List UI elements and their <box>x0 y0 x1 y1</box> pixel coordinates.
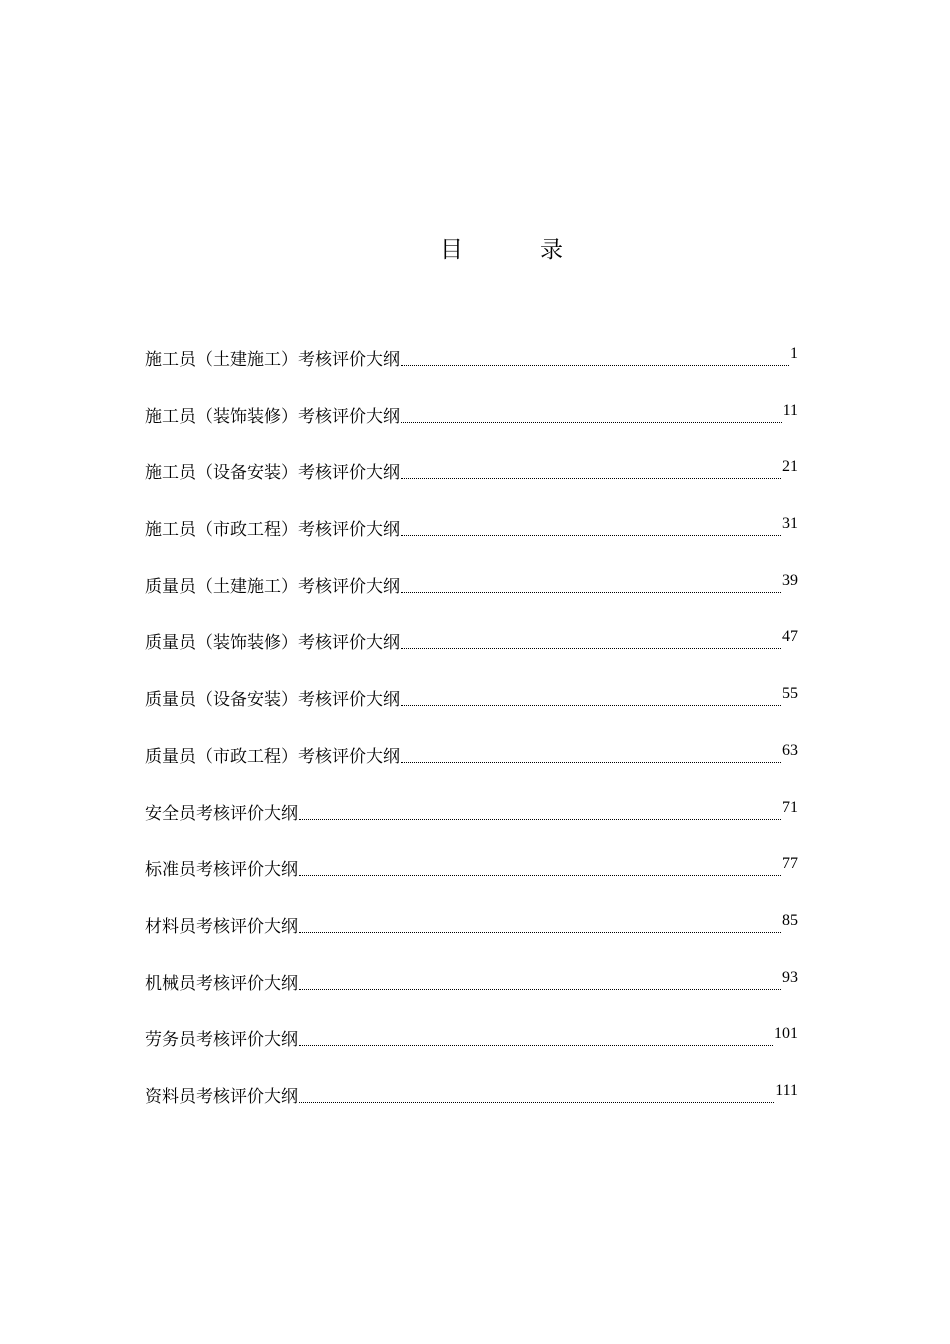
toc-page-number: 55 <box>782 685 798 703</box>
toc-entry-title: 施工员（装饰装修）考核评价大纲 <box>145 406 400 427</box>
toc-entry[interactable] <box>145 1012 798 1052</box>
toc-page-number: 93 <box>782 968 798 986</box>
toc-entry[interactable] <box>145 559 798 599</box>
toc-dot-leader <box>401 454 781 479</box>
toc-page-number: 111 <box>775 1081 798 1099</box>
toc-page-number: 1 <box>790 345 798 362</box>
toc-entry[interactable] <box>145 786 798 826</box>
toc-entry[interactable] <box>145 445 798 485</box>
toc-page-number: 31 <box>782 515 798 533</box>
toc-entry[interactable] <box>145 502 798 542</box>
toc-dot-leader <box>299 795 781 820</box>
toc-entry[interactable] <box>145 842 798 882</box>
toc-entry-title: 质量员（装饰装修）考核评价大纲 <box>145 633 400 654</box>
toc-page-number: 11 <box>782 401 798 419</box>
toc-page-number: 21 <box>782 458 798 476</box>
toc-entry[interactable] <box>145 389 798 429</box>
toc-page-number: 63 <box>782 741 798 759</box>
toc-entry-title: 质量员（设备安装）考核评价大纲 <box>145 690 400 711</box>
toc-dot-leader <box>299 1021 773 1046</box>
toc-dot-leader <box>299 908 781 933</box>
toc-title <box>440 232 590 268</box>
toc-page-number: 77 <box>782 855 798 873</box>
toc-entry[interactable] <box>145 956 798 996</box>
toc-list <box>145 332 798 1126</box>
toc-dot-leader <box>299 1078 774 1103</box>
toc-entry[interactable] <box>145 1069 798 1109</box>
toc-title-char-2: 录 <box>540 237 563 263</box>
toc-page-number: 71 <box>782 798 798 816</box>
toc-dot-leader <box>299 851 781 876</box>
toc-entry-title: 施工员（市政工程）考核评价大纲 <box>145 520 400 541</box>
toc-entry[interactable] <box>145 899 798 939</box>
toc-entry[interactable] <box>145 729 798 769</box>
toc-dot-leader <box>401 738 781 763</box>
toc-dot-leader <box>401 681 781 706</box>
toc-entry-title: 劳务员考核评价大纲 <box>145 1030 298 1051</box>
toc-entry[interactable] <box>145 672 798 712</box>
toc-entry-title: 质量员（土建施工）考核评价大纲 <box>145 576 400 597</box>
toc-dot-leader <box>401 398 782 423</box>
toc-title-char-1: 目 <box>440 237 463 263</box>
toc-page-number: 47 <box>782 628 798 646</box>
toc-entry[interactable] <box>145 615 798 655</box>
toc-dot-leader <box>401 568 781 593</box>
toc-dot-leader <box>401 511 781 536</box>
toc-page-number: 85 <box>782 911 798 929</box>
toc-entry[interactable] <box>145 332 798 372</box>
toc-entry-title: 资料员考核评价大纲 <box>145 1086 298 1107</box>
toc-page-number: 39 <box>782 571 798 589</box>
toc-page-number: 101 <box>774 1025 798 1043</box>
toc-entry-title: 机械员考核评价大纲 <box>145 973 298 994</box>
toc-entry-title: 质量员（市政工程）考核评价大纲 <box>145 746 400 767</box>
toc-entry-title: 安全员考核评价大纲 <box>145 803 298 824</box>
toc-dot-leader <box>401 624 781 649</box>
toc-entry-title: 标准员考核评价大纲 <box>145 860 298 881</box>
toc-entry-title: 施工员（土建施工）考核评价大纲 <box>145 350 400 370</box>
toc-dot-leader <box>401 341 789 366</box>
toc-dot-leader <box>299 965 781 990</box>
toc-entry-title: 施工员（设备安装）考核评价大纲 <box>145 463 400 484</box>
toc-entry-title: 材料员考核评价大纲 <box>145 916 298 937</box>
